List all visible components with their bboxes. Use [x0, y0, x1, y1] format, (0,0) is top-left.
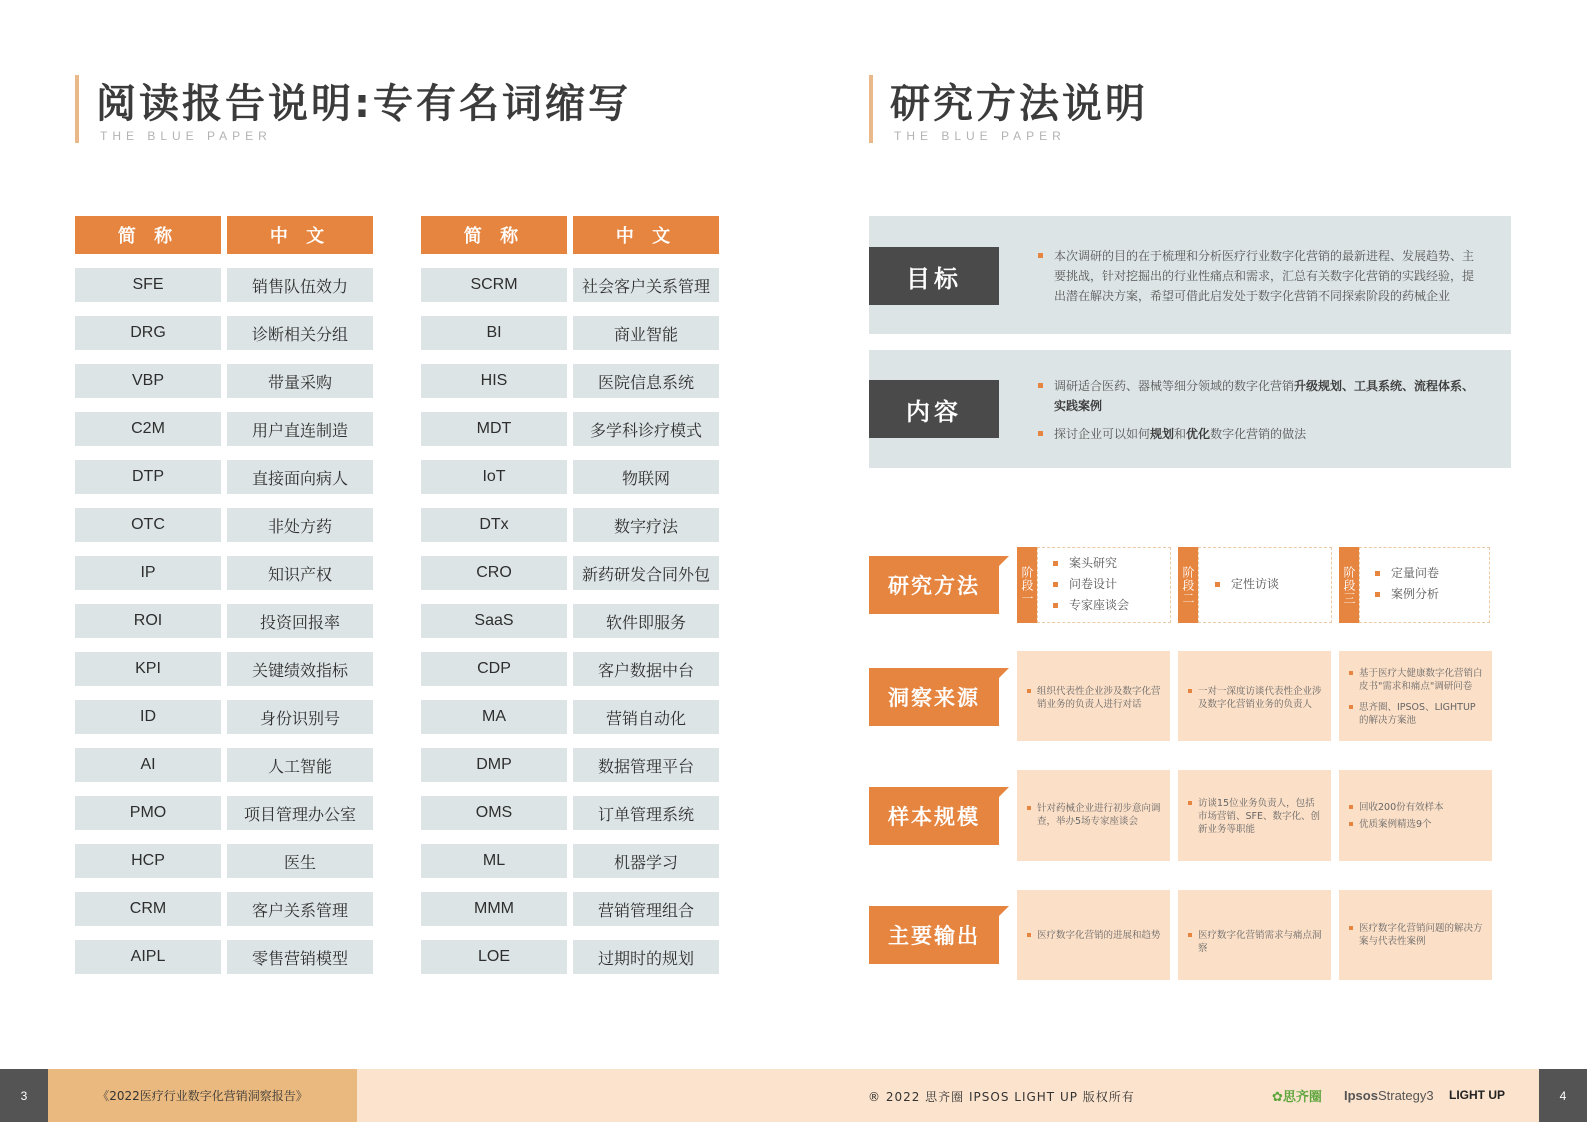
- table-header: [421, 216, 719, 254]
- chinese-cell: 客户数据中台: [573, 652, 719, 686]
- abbr-cell: VBP: [75, 364, 221, 398]
- table-row: [421, 268, 719, 302]
- goal-text: 本次调研的目的在于梳理和分析医疗行业数字化营销的最新进程、发展趋势、主要挑战，针对挖掘出的行业性痛点和需求，汇总有关数字化营销的实践经验，提出潜在解决方案，希望可借此启发处于数字化营销不同探索阶段的药械企业: [1038, 246, 1478, 306]
- content-text: [1038, 376, 1478, 444]
- table-row: [421, 364, 719, 398]
- header-abbr: 简 称: [75, 216, 221, 254]
- table-row: [75, 268, 373, 302]
- chinese-cell: 身份识别号: [227, 700, 373, 734]
- table-row: [421, 460, 719, 494]
- chinese-cell: 投资回报率: [227, 604, 373, 638]
- table-row: [421, 604, 719, 638]
- right-page-title: 研究方法说明: [890, 81, 1148, 127]
- report-name: 《2022医疗行业数字化营销洞察报告》: [48, 1069, 357, 1122]
- table-row: [421, 940, 719, 974]
- chinese-cell: 客户关系管理: [227, 892, 373, 926]
- sample-size-label: 样本规模: [869, 787, 999, 845]
- header-abbr: 简 称: [421, 216, 567, 254]
- chinese-cell: 订单管理系统: [573, 796, 719, 830]
- chinese-cell: 商业智能: [573, 316, 719, 350]
- goal-label: 目标: [869, 247, 999, 305]
- chinese-cell: 知识产权: [227, 556, 373, 590]
- table-row: [75, 940, 373, 974]
- abbr-cell: MMM: [421, 892, 567, 926]
- table-row: [75, 364, 373, 398]
- table-row: [75, 844, 373, 878]
- table-row: [75, 412, 373, 446]
- chinese-cell: 营销管理组合: [573, 892, 719, 926]
- table-row: [421, 316, 719, 350]
- right-page-subtitle: THE BLUE PAPER: [894, 129, 1066, 143]
- chinese-cell: 项目管理办公室: [227, 796, 373, 830]
- table-row: [75, 652, 373, 686]
- abbr-cell: SCRM: [421, 268, 567, 302]
- chinese-cell: 非处方药: [227, 508, 373, 542]
- abbr-cell: SFE: [75, 268, 221, 302]
- table-row: [421, 700, 719, 734]
- abbr-cell: MDT: [421, 412, 567, 446]
- stage-2-label: 阶段二: [1178, 547, 1198, 623]
- chinese-cell: 带量采购: [227, 364, 373, 398]
- abbr-cell: AI: [75, 748, 221, 782]
- chinese-cell: 过期时的规划: [573, 940, 719, 974]
- chinese-cell: 关键绩效指标: [227, 652, 373, 686]
- stage-1-list: 案头研究 问卷设计 专家座谈会: [1053, 553, 1129, 616]
- table-row: [421, 796, 719, 830]
- abbr-cell: CRM: [75, 892, 221, 926]
- table-row: [421, 412, 719, 446]
- stage-3-label: 阶段三: [1339, 547, 1359, 623]
- leaf-icon: ✿: [1272, 1090, 1283, 1105]
- chinese-cell: 人工智能: [227, 748, 373, 782]
- left-title-bar: [75, 75, 79, 143]
- abbr-cell: SaaS: [421, 604, 567, 638]
- copyright: ® 2022 思齐圈 IPSOS LIGHT UP 版权所有: [868, 1090, 1135, 1104]
- table-row: [75, 316, 373, 350]
- abbr-cell: LOE: [421, 940, 567, 974]
- table-row: [75, 892, 373, 926]
- abbr-cell: DTP: [75, 460, 221, 494]
- abbreviation-table-1: [75, 216, 373, 974]
- chinese-cell: 用户直连制造: [227, 412, 373, 446]
- table-row: [421, 892, 719, 926]
- abbr-cell: MA: [421, 700, 567, 734]
- chinese-cell: 医院信息系统: [573, 364, 719, 398]
- abbr-cell: CRO: [421, 556, 567, 590]
- abbr-cell: DRG: [75, 316, 221, 350]
- ipsos-strategy3-logo: IpsosStrategy3: [1344, 1088, 1434, 1103]
- abbr-cell: HCP: [75, 844, 221, 878]
- stage-2-list: 定性访谈: [1215, 574, 1279, 595]
- abbr-cell: DMP: [421, 748, 567, 782]
- content-item-2: 探讨企业可以如何规划和优化数字化营销的做法: [1038, 424, 1478, 444]
- left-page-title: 阅读报告说明:专有名词缩写: [96, 81, 631, 127]
- page-number-left: 3: [0, 1069, 48, 1122]
- header-chinese: 中 文: [227, 216, 373, 254]
- abbr-cell: ID: [75, 700, 221, 734]
- right-title-bar: [869, 75, 873, 143]
- table-row: [421, 844, 719, 878]
- chinese-cell: 数字疗法: [573, 508, 719, 542]
- table-header: [75, 216, 373, 254]
- abbr-cell: HIS: [421, 364, 567, 398]
- abbr-cell: CDP: [421, 652, 567, 686]
- table-row: [75, 796, 373, 830]
- chinese-cell: 软件即服务: [573, 604, 719, 638]
- content-item-1: 调研适合医药、器械等细分领域的数字化营销升级规划、工具系统、流程体系、实践案例: [1038, 376, 1478, 416]
- table-row: [75, 460, 373, 494]
- main-output-label: 主要输出: [869, 906, 999, 964]
- content-label: 内容: [869, 380, 999, 438]
- abbr-cell: PMO: [75, 796, 221, 830]
- left-page-subtitle: THE BLUE PAPER: [100, 129, 272, 143]
- abbr-cell: OMS: [421, 796, 567, 830]
- abbr-cell: IP: [75, 556, 221, 590]
- chinese-cell: 营销自动化: [573, 700, 719, 734]
- header-chinese: 中 文: [573, 216, 719, 254]
- table-row: [75, 556, 373, 590]
- chinese-cell: 物联网: [573, 460, 719, 494]
- stage-3-list: 定量问卷 案例分析: [1375, 563, 1439, 605]
- table-row: [421, 652, 719, 686]
- chinese-cell: 社会客户关系管理: [573, 268, 719, 302]
- lightup-logo: LIGHT UP: [1449, 1088, 1505, 1102]
- chinese-cell: 直接面向病人: [227, 460, 373, 494]
- page-number-right: 4: [1539, 1069, 1587, 1122]
- abbr-cell: ML: [421, 844, 567, 878]
- table-row: [75, 508, 373, 542]
- table-row: [75, 700, 373, 734]
- chinese-cell: 销售队伍效力: [227, 268, 373, 302]
- chinese-cell: 零售营销模型: [227, 940, 373, 974]
- table-row: [75, 748, 373, 782]
- siqiquan-logo: ✿思齐圈: [1272, 1090, 1322, 1105]
- table-row: [421, 508, 719, 542]
- abbreviation-table-2: [421, 216, 719, 974]
- abbr-cell: BI: [421, 316, 567, 350]
- table-row: [75, 604, 373, 638]
- chinese-cell: 新药研发合同外包: [573, 556, 719, 590]
- chinese-cell: 医生: [227, 844, 373, 878]
- chinese-cell: 诊断相关分组: [227, 316, 373, 350]
- abbr-cell: DTx: [421, 508, 567, 542]
- insight-source-label: 洞察来源: [869, 668, 999, 726]
- abbr-cell: ROI: [75, 604, 221, 638]
- table-row: [421, 748, 719, 782]
- abbr-cell: OTC: [75, 508, 221, 542]
- abbr-cell: AIPL: [75, 940, 221, 974]
- stage-1-label: 阶段一: [1017, 547, 1037, 623]
- abbr-cell: IoT: [421, 460, 567, 494]
- abbr-cell: C2M: [75, 412, 221, 446]
- abbr-cell: KPI: [75, 652, 221, 686]
- method-label: 研究方法: [869, 556, 999, 614]
- chinese-cell: 数据管理平台: [573, 748, 719, 782]
- table-row: [421, 556, 719, 590]
- chinese-cell: 机器学习: [573, 844, 719, 878]
- chinese-cell: 多学科诊疗模式: [573, 412, 719, 446]
